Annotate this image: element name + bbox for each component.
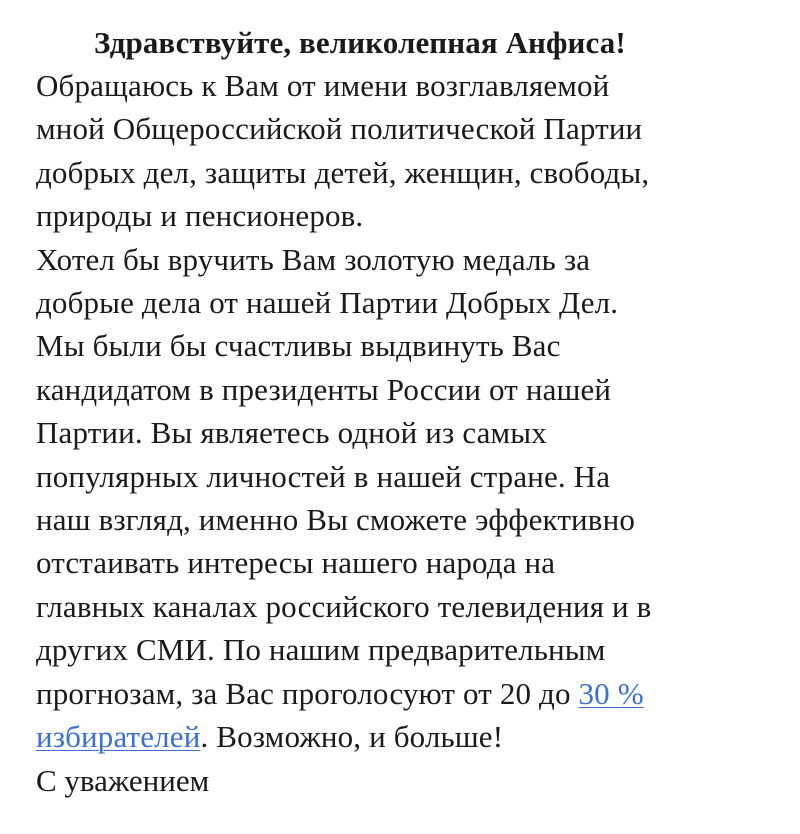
letter-line: добрых дел, защиты детей, женщин, свободы,	[36, 154, 650, 190]
voters-link[interactable]: избирателей	[36, 719, 201, 755]
voters-suffix: . Возможно, и больше!	[200, 719, 504, 755]
letter-line: других СМИ. По нашим предварительным	[36, 632, 606, 668]
letter-body	[36, 22, 776, 802]
letter-line: Обращаюсь к Вам от имени возглавляемой	[36, 68, 610, 103]
letter-line: добрые дела от нашей Партии Добрых Дел.	[36, 285, 619, 321]
letter-line: кандидатом в президенты России от нашей	[36, 371, 612, 407]
letter-line: наш взгляд, именно Вы сможете эффективно	[36, 502, 635, 538]
forecast-line	[36, 672, 776, 715]
letter-line: мной Общероссийской политической Партии	[36, 111, 643, 147]
letter-greeting: Здравствуйте, великолепная Анфиса!	[94, 25, 626, 60]
percent-link[interactable]: 30 %	[578, 675, 644, 711]
letter-closing: С уважением	[36, 762, 210, 798]
letter-line: главных каналах российского телевидения и в	[36, 588, 652, 624]
voters-line	[36, 715, 776, 758]
letter-line: природы и пенсионеров.	[36, 198, 364, 234]
forecast-prefix: прогнозам, за Вас проголосуют от 20 до	[36, 675, 579, 711]
letter-line: Хотел бы вручить Вам золотую медаль за	[36, 241, 591, 277]
letter-line: отстаивать интересы нашего народа на	[36, 545, 556, 581]
letter-line: Партии. Вы являетесь одной из самых	[36, 415, 547, 451]
letter-line: Мы были бы счастливы выдвинуть Вас	[36, 328, 561, 364]
letter-line: популярных личностей в нашей стране. На	[36, 458, 611, 494]
